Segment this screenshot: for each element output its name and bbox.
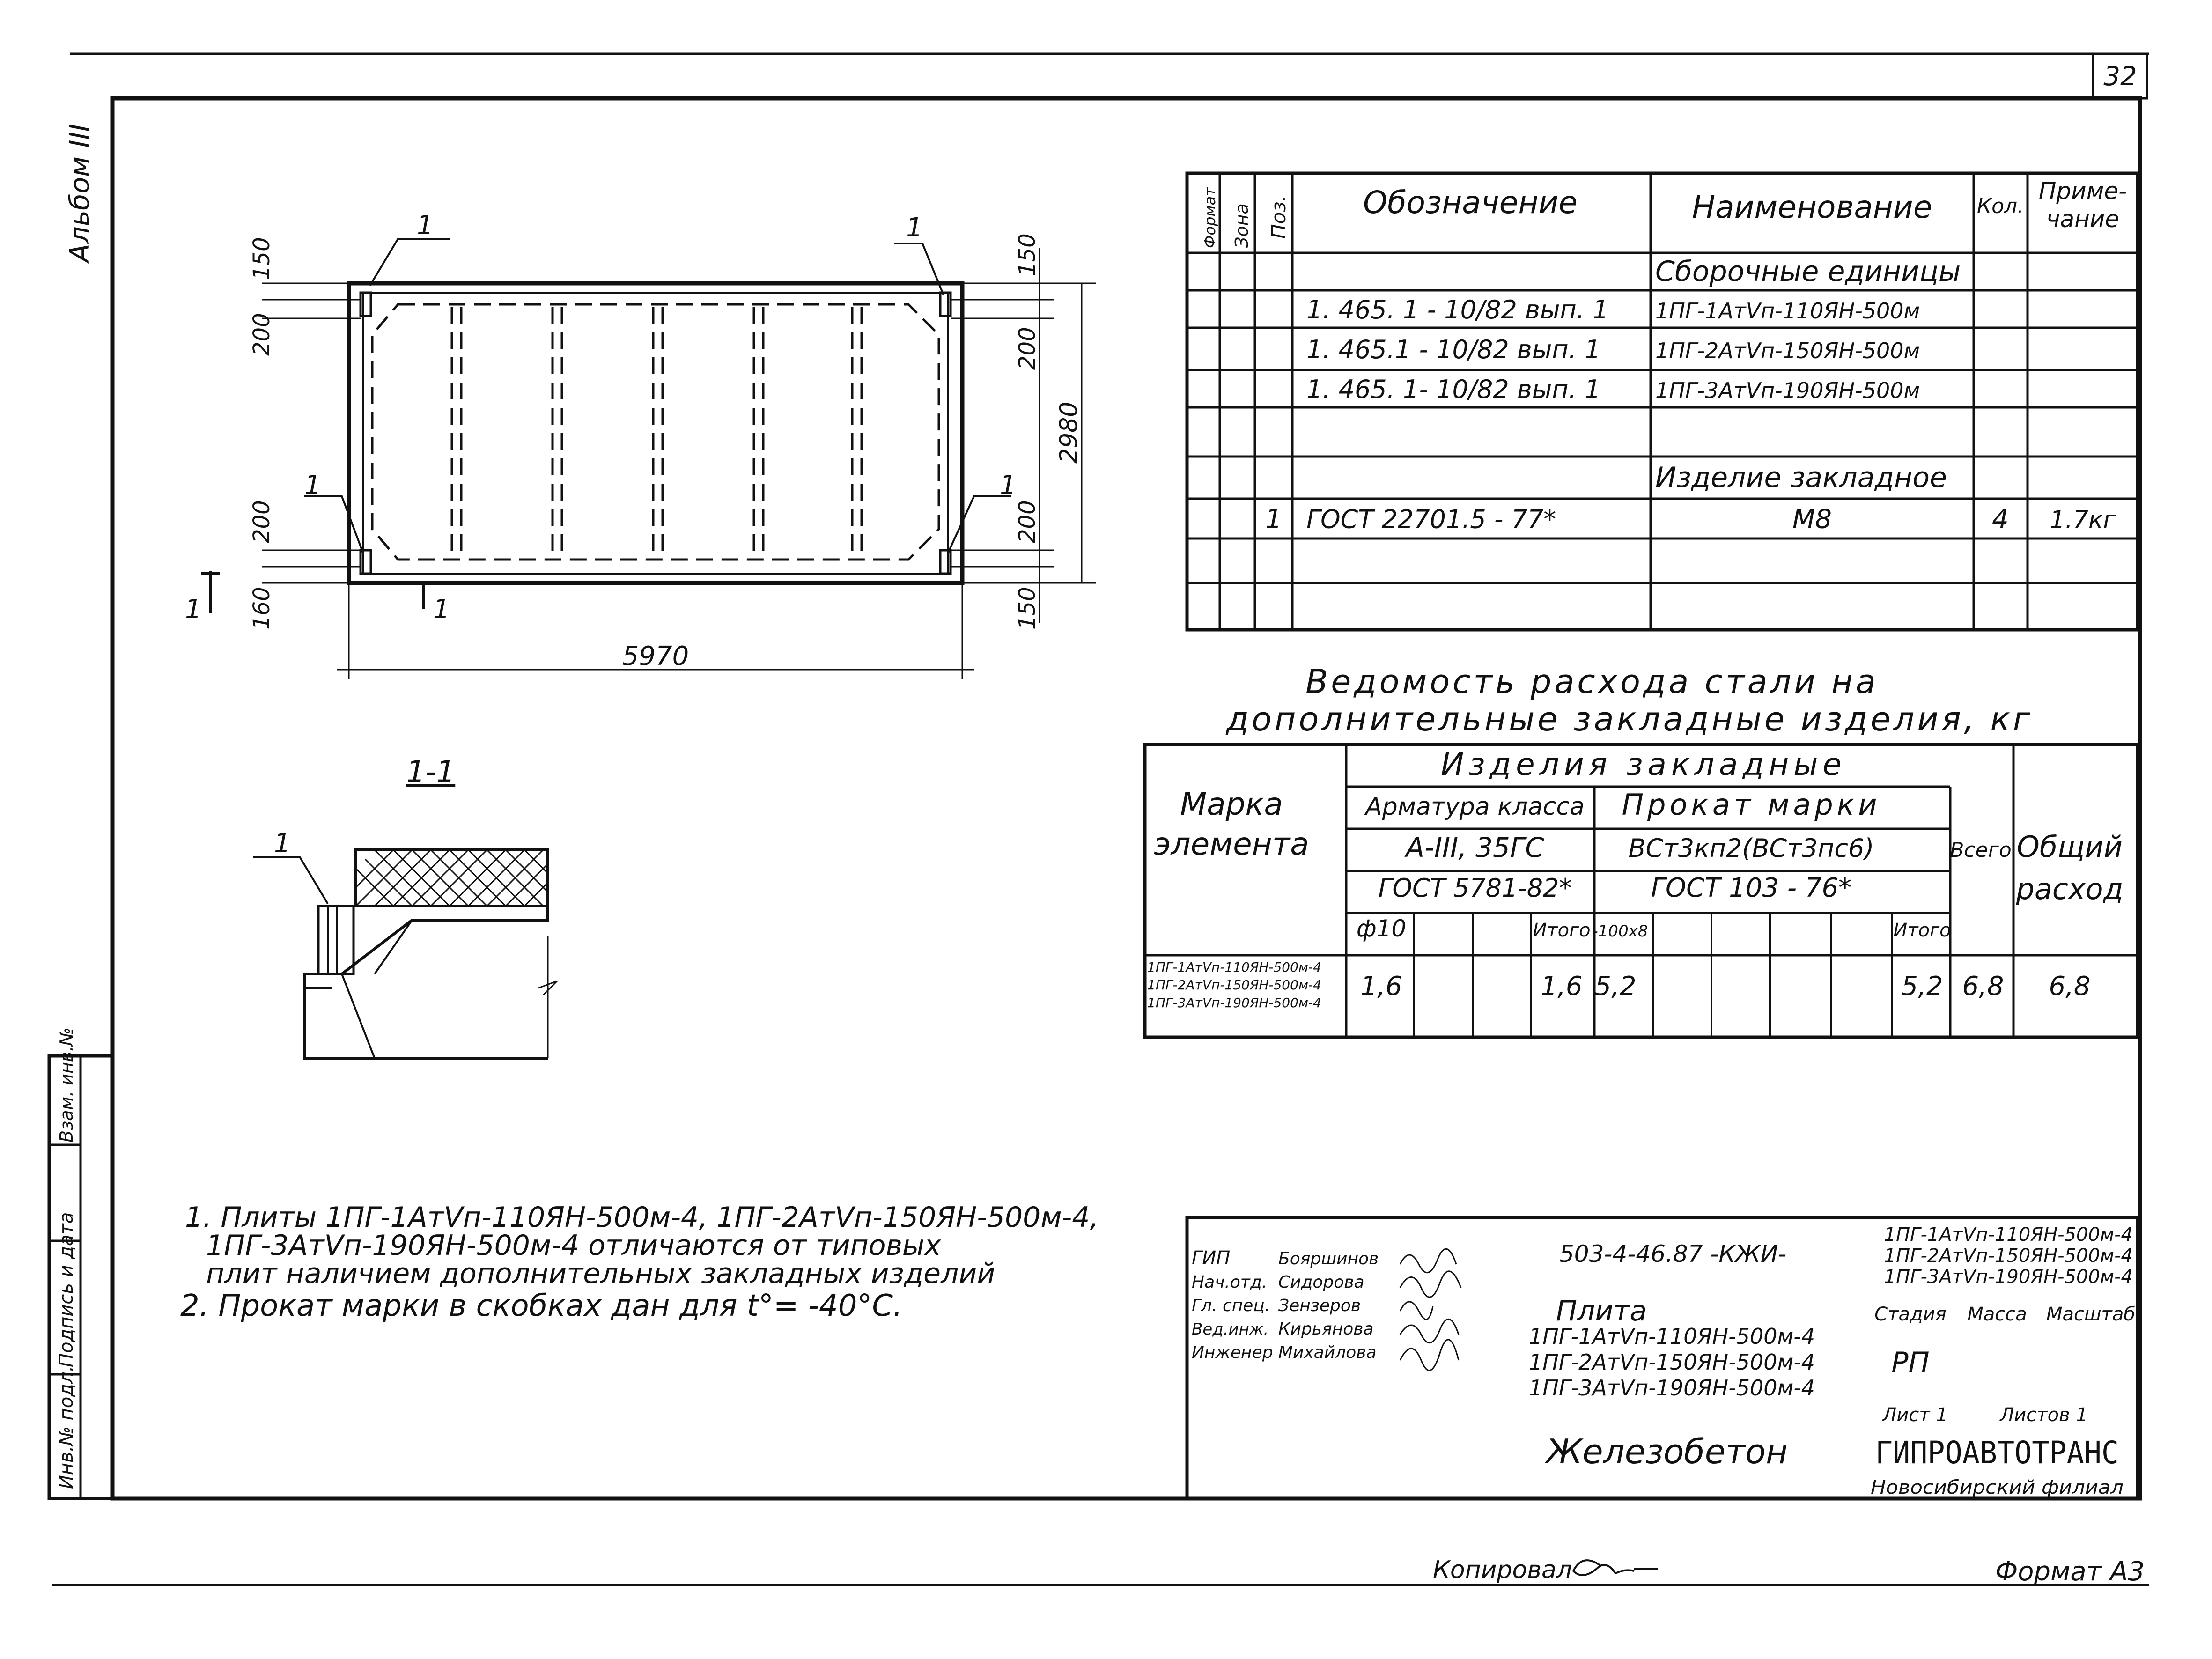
note-line-4: 2. Прокат марки в скобках дан для t°= -40°С. xyxy=(180,1289,903,1323)
album-label: Альбом III xyxy=(64,124,96,262)
footer-copied-label: Копировал xyxy=(1433,1556,1572,1584)
spec-row-6-note: 1.7кг xyxy=(2050,506,2116,534)
signature-5 xyxy=(1400,1340,1459,1371)
dim-right-200-bottom: 200 xyxy=(1014,500,1040,543)
spec-row-2-designation: 1. 465.1 - 10/82 вып. 1 xyxy=(1306,335,1601,364)
steel-col-phi: ф10 xyxy=(1356,915,1407,942)
stamp-name-3: Зензеров xyxy=(1278,1296,1361,1315)
footer-format: Формат А3 xyxy=(1995,1556,2145,1587)
stamp-name-2: Сидорова xyxy=(1278,1273,1364,1292)
section-concrete-outline xyxy=(304,906,548,1058)
plate-plan-view xyxy=(185,210,1096,679)
leader-bottom-right-label: 1 xyxy=(1000,470,1017,501)
stamp-mass-label: Масса xyxy=(1967,1304,2027,1325)
steel-element-3: 1ПГ-3АтⅤп-190ЯН-500м-4 xyxy=(1147,995,1321,1010)
insulation-hatch xyxy=(356,850,548,906)
spec-header-primechanie-1: чание xyxy=(2046,206,2120,233)
dim-width-5970: 5970 xyxy=(622,641,689,671)
steel-val-itogo2: 5,2 xyxy=(1901,971,1943,1002)
signature-3 xyxy=(1400,1302,1433,1320)
sheet-number: 32 xyxy=(2103,61,2137,92)
stamp-name-5: Михайлова xyxy=(1278,1343,1377,1362)
signature-1 xyxy=(1400,1249,1456,1273)
leader-top-right xyxy=(894,243,944,295)
steel-element-2: 1ПГ-2АтⅤп-150ЯН-500м-4 xyxy=(1147,977,1321,993)
spec-header-oboznachenie: Обозначение xyxy=(1363,184,1578,221)
section-leader-label: 1 xyxy=(274,828,291,859)
section-leader xyxy=(253,857,328,904)
stamp-material: Железобетон xyxy=(1546,1432,1788,1471)
dim-left-200-bottom: 200 xyxy=(249,500,275,543)
stamp-product: Плита xyxy=(1556,1295,1647,1327)
stamp-role-5: Инженер xyxy=(1192,1343,1273,1362)
stamp-stage: РП xyxy=(1891,1346,1930,1379)
steel-val-phi10: 1,6 xyxy=(1360,971,1402,1002)
spec-row-6-qty: 4 xyxy=(1992,504,2009,535)
section-view xyxy=(253,755,557,1058)
dim-right-150-top: 150 xyxy=(1014,233,1040,276)
title-block xyxy=(1187,1217,2138,1498)
stamp-sheet: Лист 1 xyxy=(1882,1404,1948,1426)
stamp-role-1: ГИП xyxy=(1192,1247,1231,1269)
spec-row-3-designation: 1. 465. 1- 10/82 вып. 1 xyxy=(1306,375,1601,404)
steel-col-strip: -100х8 xyxy=(1592,922,1648,941)
steel-table-title-2: дополнительные закладные изделия, кг xyxy=(1226,700,2033,738)
steel-table-title-1: Ведомость расхода стали на xyxy=(1305,663,1879,701)
leader-bottom-right xyxy=(948,496,1011,553)
steel-val-strip: 5,2 xyxy=(1594,971,1637,1002)
section-title: 1-1 xyxy=(406,755,456,789)
steel-gost-arm: ГОСТ 5781-82* xyxy=(1378,873,1572,903)
cut-mark-bottom-label: 1 xyxy=(433,594,450,625)
stamp-scale-label: Масштаб xyxy=(2046,1304,2136,1325)
steel-gost-prokat: ГОСТ 103 - 76* xyxy=(1651,873,1852,903)
dim-right-150-bottom: 150 xyxy=(1014,587,1040,630)
leader-top-left-label: 1 xyxy=(417,210,434,241)
side-stamp-vzam: Взам. инв.№ xyxy=(56,1027,77,1143)
dim-left-160: 160 xyxy=(249,587,275,630)
steel-col-itogo2: Итого xyxy=(1893,920,1951,941)
notes-block xyxy=(180,1201,1099,1323)
note-line-2: 1ПГ-3АтⅤп-190ЯН-500м-4 отличаются от типовых xyxy=(206,1229,941,1262)
stamp-role-2: Нач.отд. xyxy=(1192,1273,1268,1292)
note-line-1: 1. Плиты 1ПГ-1АтⅤп-110ЯН-500м-4, 1ПГ-2АтⅤп-150ЯН-500м-4, xyxy=(185,1201,1099,1234)
spec-header-primechanie-0: Приме- xyxy=(2038,177,2127,205)
hidden-rib-contour xyxy=(372,304,939,560)
steel-obshchiy-2: расход xyxy=(2016,872,2124,906)
signature-2 xyxy=(1400,1271,1461,1297)
steel-marka-2: элемента xyxy=(1154,826,1309,862)
stamp-sheets: Листов 1 xyxy=(2000,1404,2088,1426)
side-stamp xyxy=(49,1027,112,1498)
spec-row-6-name: М8 xyxy=(1792,504,1832,535)
steel-element-1: 1ПГ-1АтⅤп-110ЯН-500м-4 xyxy=(1147,959,1321,975)
steel-table xyxy=(1145,745,2138,1037)
spec-row-0-name: Сборочные единицы xyxy=(1655,255,1961,288)
section-embedded-part xyxy=(318,906,354,974)
stamp-name-1: Бояршинов xyxy=(1278,1249,1379,1268)
spec-header-naimenovanie: Наименование xyxy=(1692,189,1932,225)
stamp-code: 503-4-46.87 -КЖИ- xyxy=(1559,1240,1787,1268)
footer-copied-signature xyxy=(1573,1560,1658,1575)
steel-val-itogo: 1,6 xyxy=(1541,971,1583,1002)
dim-left-150: 150 xyxy=(249,237,275,280)
spec-header-kol: Кол. xyxy=(1976,194,2024,218)
stamp-role-3: Гл. спец. xyxy=(1192,1296,1270,1315)
note-line-3: плит наличием дополнительных закладных изделий xyxy=(206,1257,995,1290)
steel-val-total: 6,8 xyxy=(2049,971,2091,1002)
spec-row-2-name: 1ПГ-2АтⅤп-150ЯН-500м xyxy=(1655,338,1920,363)
steel-col-itogo: Итого xyxy=(1533,920,1591,941)
steel-armatura: Арматура класса xyxy=(1365,793,1585,821)
steel-marka-1: Марка xyxy=(1180,786,1283,822)
spec-row-1-name: 1ПГ-1АтⅤп-110ЯН-500м xyxy=(1655,298,1920,324)
leader-bottom-left-label: 1 xyxy=(304,470,321,501)
plate-outline xyxy=(349,283,962,583)
spec-row-5-name: Изделие закладное xyxy=(1655,461,1947,494)
steel-val-vsego: 6,8 xyxy=(1962,971,2004,1002)
spec-row-3-name: 1ПГ-3АтⅤп-190ЯН-500м xyxy=(1655,378,1920,403)
dim-left-200-top: 200 xyxy=(249,313,275,356)
specification-table xyxy=(1187,173,2138,630)
spec-header-poz: Поз. xyxy=(1267,195,1290,239)
spec-row-6-designation: ГОСТ 22701.5 - 77* xyxy=(1306,504,1556,534)
stamp-stage-label: Стадия xyxy=(1874,1304,1947,1325)
stamp-product-mark-3: 1ПГ-3АтⅤп-190ЯН-500м-4 xyxy=(1529,1375,1815,1401)
steel-prokat: Прокат марки xyxy=(1622,788,1881,822)
steel-prokat-class: ВСт3кп2(ВСт3пс6) xyxy=(1628,833,1874,863)
stamp-org: ГИПРОАВТОТРАНС xyxy=(1875,1435,2119,1471)
spec-table-text xyxy=(1201,177,2127,535)
leader-top-left xyxy=(370,239,450,286)
dim-right-2980: 2980 xyxy=(1055,401,1083,464)
steel-obshchiy-1: Общий xyxy=(2016,830,2123,864)
section-rib-line2 xyxy=(342,974,375,1058)
stamp-mark-3: 1ПГ-3АтⅤп-190ЯН-500м-4 xyxy=(1884,1266,2133,1288)
stamp-mark-1: 1ПГ-1АтⅤп-110ЯН-500м-4 xyxy=(1884,1224,2133,1246)
spec-header-format: Формат xyxy=(1201,187,1219,248)
stamp-product-mark-1: 1ПГ-1АтⅤп-110ЯН-500м-4 xyxy=(1529,1324,1815,1349)
stamp-branch: Новосибирский филиал xyxy=(1871,1477,2124,1498)
stamp-mark-2: 1ПГ-2АтⅤп-150ЯН-500м-4 xyxy=(1884,1245,2133,1267)
steel-izdelia: Изделия закладные xyxy=(1441,746,1846,782)
dim-right-200-top: 200 xyxy=(1014,327,1040,370)
side-stamp-sign: Подпись и дата xyxy=(56,1212,77,1367)
stamp-product-mark-2: 1ПГ-2АтⅤп-150ЯН-500м-4 xyxy=(1529,1349,1815,1375)
steel-arm-class: А-III, 35ГС xyxy=(1406,832,1544,863)
stamp-role-4: Вед.инж. xyxy=(1192,1320,1269,1339)
section-rib-line xyxy=(375,920,412,974)
leader-top-right-label: 1 xyxy=(906,213,923,243)
spec-header-zona: Зона xyxy=(1231,203,1252,248)
spec-row-1-designation: 1. 465. 1 - 10/82 вып. 1 xyxy=(1306,295,1609,324)
leader-bottom-left xyxy=(304,496,363,553)
stamp-name-4: Кирьянова xyxy=(1278,1320,1374,1339)
cut-mark-left-label: 1 xyxy=(185,594,202,625)
steel-vsego: Всего xyxy=(1950,838,2012,862)
side-stamp-inv: Инв.№ подл. xyxy=(56,1365,77,1489)
spec-row-6-poz: 1 xyxy=(1265,504,1282,535)
